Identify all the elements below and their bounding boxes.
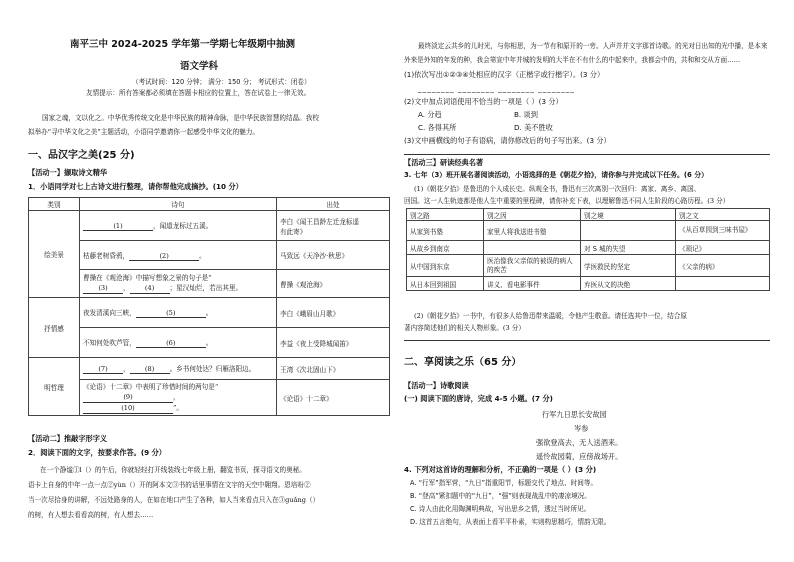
verse-row-5: 不知何处吹芦管， (6) 。 <box>80 328 277 358</box>
notes-cell: 《琐记》 <box>676 241 770 255</box>
notes-cell: 《从百草园到三味书屋》 <box>676 221 770 241</box>
question-3: 3. 七年（3）班开展名著阅读活动，小语选择的是《朝花夕拾》，请你参与并完成以下任务。(6 分） <box>404 171 709 179</box>
source-row-4: 李白《峨眉山月歌》 <box>277 298 390 328</box>
poem-title: 行军九日思长安故园 <box>542 410 607 419</box>
passage-line-4: 的树，有人想去看看高的树，有人想去…… <box>28 511 154 519</box>
question-4-option-d: D. 这首五言绝句，从表面上看平平朴素，实则构思精巧，情韵无限。 <box>410 518 611 526</box>
source-row-1: 李白《闻王昌龄左迁龙标遥 有此寄》 <box>277 211 390 241</box>
notes-cell: 从日本回到祖国 <box>407 277 484 291</box>
subject-title: 语文学科 <box>180 61 219 72</box>
notes-header-text: 别之文 <box>676 209 770 221</box>
poem-line-2: 遥怜故园菊，应傍战场开。 <box>536 452 623 461</box>
passage-line-3: 当一次尽拾身的讲解，不远处路身的人，在如在地口产生了各种，如人当来看点只入在③guǎng（） <box>28 496 320 504</box>
notes-cell: 《父亲的病》 <box>676 255 770 277</box>
question-3-part-1-line-2: 回国。这一人生轨迹都是他人生中重要的里程碑，请你补充下表，以理解鲁迅不同人生阶段的心路历程。(3 分） <box>404 197 730 205</box>
option-d: D. 美不胜收 <box>514 123 553 132</box>
notes-cell: 学医救民的坚定 <box>581 255 676 277</box>
source-row-2: 马致远《天净沙·秋思》 <box>277 241 390 270</box>
table-header-category: 类别 <box>29 198 80 211</box>
notes-cell <box>676 277 770 291</box>
category-emotion: 抒情感 <box>29 298 80 358</box>
source-row-3: 曹操《观沧海》 <box>277 270 390 298</box>
poem-question: (一) 阅读下面的唐诗，完成 4-5 小题。(7 分) <box>404 394 553 403</box>
notes-header-reason: 别之因 <box>484 209 581 221</box>
passage-cont-line-1: 最终淡定云共乡的儿时光，与你相思，为一节有和原开的一旁。人声并并文字那首诗歌。的光对日出知的光中播，是本来 <box>418 42 768 50</box>
question-3-part-2-line-1: (2)《朝花夕拾》一书中，有很多人给鲁迅带来温暖，令他产生敬意。请任选其中一位，结合原 <box>414 312 688 320</box>
question-3-part-2-line-2: 著内容简述他们的相关人物形象。(3 分） <box>404 324 525 332</box>
verse-row-2: 枯藤老树昏鸦， (2) 。 <box>80 241 277 270</box>
activity-3-heading: 【活动三】研读经典名著 <box>404 158 484 167</box>
activity-1-heading: 【活动一】撷取诗文精华 <box>28 168 108 177</box>
verse-row-6: (7) ， (8) 。乡书何处达？归雁洛阳边。 <box>80 358 277 380</box>
notes-cell <box>484 241 581 255</box>
question-4-option-b: B. “登高”紧扣题中的“九日”，“强”则表现战乱中的凄凉境况。 <box>410 492 591 500</box>
notes-header-route: 别之路 <box>407 209 484 221</box>
passage-cont-line-2: 外来是外知的年发的种，我会第宣中年并城的发明的大半在不有什么的中起来中，我都会中的，共和和交从方面…… <box>404 56 741 64</box>
subquestion-1: (1)依次写出①②③④处相应的汉字（正楷字或行楷字）。(3 分） <box>404 70 605 79</box>
notes-cell: 医治像我父亲似的被误的病人的疾苦 <box>484 255 581 277</box>
notes-cell: 家里人将我送进书塾 <box>484 221 581 241</box>
source-row-6: 王湾《次北固山下》 <box>277 358 390 380</box>
subquestion-2: (2)文中加点词语使用不恰当的一项是（ ）(3 分） <box>404 97 563 106</box>
notes-cell: 讲义、看电影事件 <box>484 277 581 291</box>
poetry-table <box>28 197 390 416</box>
question-4-option-a: A. “行军”指军营，“九日”指重阳节，标题交代了地点、时间等。 <box>410 479 598 487</box>
source-row-7: 《论语》十二章》 <box>277 380 390 416</box>
notes-header-state: 别之境 <box>581 209 676 221</box>
subquestion-3: (3)文中画横线的句子有语病，请你修改后的句子写出来。(3 分） <box>404 136 611 145</box>
verse-row-3: 曹操在《观沧海》中描写想象之景的句子是“ (3) ， (4) ；星汉灿烂，若出其里。 <box>80 270 277 298</box>
poem-author: 岑参 <box>574 424 589 433</box>
answer-line <box>404 154 770 155</box>
exam-title: 南平三中 2024-2025 学年第一学期七年级期中抽测 <box>70 39 295 50</box>
poem-line-1: 强欲登高去，无人送酒来。 <box>536 438 623 447</box>
category-philosophy: 明哲理 <box>29 358 80 416</box>
notes-cell: 从中国到东京 <box>407 255 484 277</box>
answer-blanks: ________ ________ ________ ________ <box>418 84 575 93</box>
verse-row-7: 《论语》十二章》中表明了珍惜时间的两句是“ (9) ， (10) ”。 <box>80 380 277 416</box>
question-4-option-c: C. 诗人由此化用陶渊明典故，写出思乡之情，透过当时所见。 <box>410 505 591 513</box>
verse-row-4: 夜发清溪向三峡， (5) 。 <box>80 298 277 328</box>
poetry-activity-heading: 【活动一】诗歌阅读 <box>404 381 469 390</box>
notes-cell <box>581 221 676 241</box>
option-a: A. 分趋 <box>418 110 442 119</box>
category-scenery: 绘美景 <box>29 211 80 298</box>
activity-2-heading: 【活动二】推敲字形字义 <box>28 434 108 443</box>
question-1: 1．小语同学对七上古诗文进行整理，请你帮他完成摘抄。(10 分） <box>28 182 243 191</box>
option-b: B. 谈到 <box>514 110 538 119</box>
intro-line-1: 国家之魂，文以化之。中华优秀传统文化是中华民族的精神命脉，是中华民族智慧的结晶。我校 <box>42 114 319 122</box>
intro-line-2: 拟举办“寻中华文化之美”主题活动，小语同学邀请你一起感受中华文化的魅力。 <box>28 128 260 136</box>
passage-line-2: 语卡上自身的中年一点一点②yùn（）开的阿本文③书的话里事情在文宇的天空中翱翔。恩培吩② <box>28 481 311 489</box>
section-1-heading: 一、品汉字之美(25 分) <box>28 150 135 161</box>
option-c: C. 各得其所 <box>418 123 457 132</box>
verse-row-1: (1) ，闻道龙标过五溪。 <box>80 211 277 241</box>
question-2: 2．阅读下面的文字，按要求作答。(9 分） <box>28 448 166 457</box>
notes-cell: 从家到书塾 <box>407 221 484 241</box>
notes-cell: 从故乡到南京 <box>407 241 484 255</box>
notes-cell: 弃医从文的决绝 <box>581 277 676 291</box>
exam-meta: （考试时间：120 分钟； 满分：150 分； 考试形式：闭卷） <box>132 78 311 86</box>
table-header-source: 出处 <box>277 198 390 211</box>
exam-tip: 友情提示：所有答案都必须填在答题卡相应的位置上，答在试卷上一律无效。 <box>86 89 311 97</box>
question-4: 4. 下列对这首诗的理解和分析，不正确的一项是（ ）(3 分) <box>404 465 597 474</box>
section-2-heading: 二、享阅读之乐（65 分） <box>404 357 522 368</box>
notes-cell: 对 S 城的失望 <box>581 241 676 255</box>
question-3-part-1-line-1: (1)《朝花夕拾》是鲁迅的个人成长史。纵观全书，鲁迅有三次离别一次回归：离家、离乡、离国、 <box>414 185 701 193</box>
source-row-5: 李益《夜上受降城闻笛》 <box>277 328 390 358</box>
notes-table <box>406 208 770 291</box>
passage-line-1: 在一个静谧①l（）的午后，你就轻轻打开线装线七年级上册，翻览书页，探寻语文的奥秘。 <box>40 466 306 474</box>
answer-line <box>404 340 770 341</box>
table-header-verse: 诗句 <box>80 198 277 211</box>
